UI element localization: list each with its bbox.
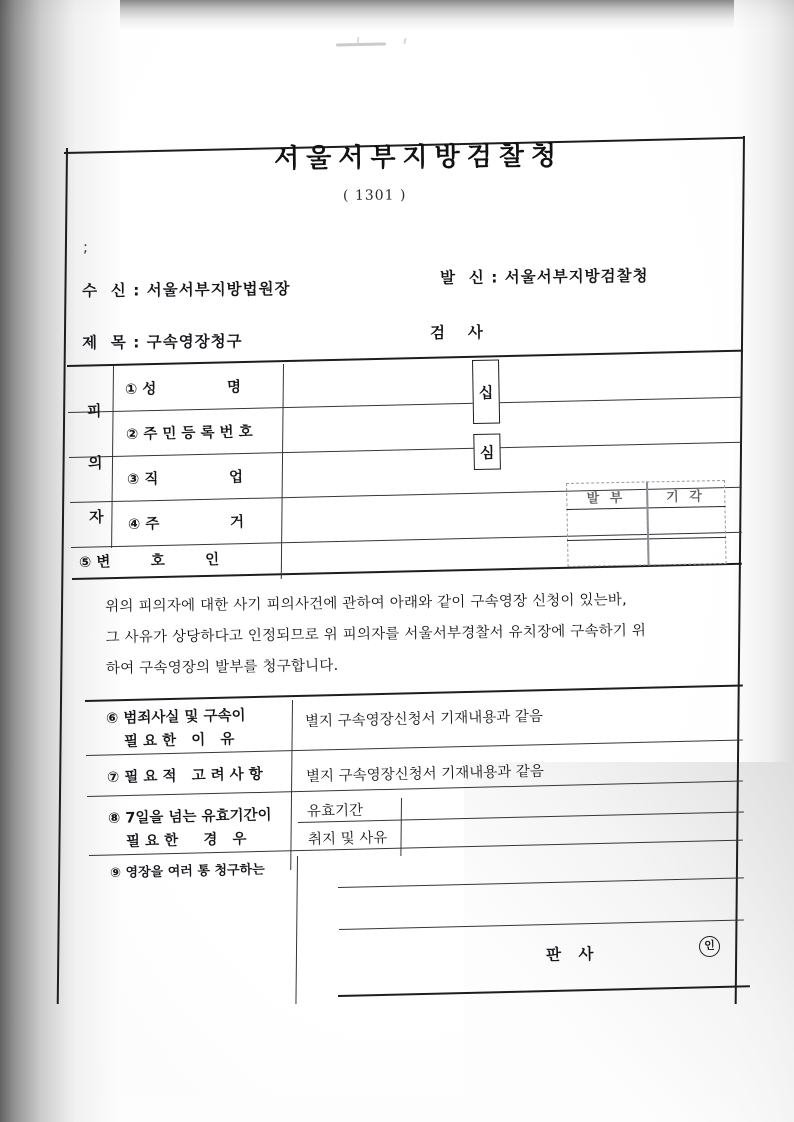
row-label-text-1: 성 명 [142, 379, 242, 398]
row-number-1: ① [124, 381, 138, 398]
page-title: 서울서부지방검찰청 [273, 141, 564, 174]
suspect-row-rule-1 [68, 397, 742, 413]
body-paragraph [105, 584, 726, 685]
body-line-1: 위의 피의자에 대한 사기 피의사건에 관하여 아래와 같이 구속영장 신청이 있는바, [105, 592, 627, 615]
sender-label: 발 신 : [439, 268, 499, 287]
subject-value: 구속영장청구 [146, 332, 243, 352]
counsel-row-label [79, 548, 220, 572]
signature-rule-2 [339, 919, 744, 930]
row-label-text-5: 변 호 인 [96, 551, 220, 571]
judge-label: 판 사 [545, 945, 600, 964]
body-line-3: 하여 구속영장의 발부를 청구합니다. [105, 657, 339, 677]
suspect-row-label-2 [126, 420, 253, 444]
row-label-text-3: 직 업 [144, 469, 244, 488]
decision-stamp-header-dismiss: 기 각 [666, 488, 706, 505]
suspect-vertical-label-0: 피 [86, 401, 102, 421]
frame-border-left [57, 148, 68, 1004]
sender-line [440, 264, 649, 288]
suspect-table-top-rule [67, 350, 743, 367]
subject-line [82, 329, 243, 353]
reason-row-label-8-line1 [108, 803, 272, 828]
row-label-text-4: 주 거 [145, 514, 245, 533]
row-label-text-2: 주 민 등 록 번 호 [143, 424, 253, 443]
suspect-vertical-label-2: 자 [88, 507, 104, 527]
signature-rule-1 [338, 877, 744, 888]
side-stamp-mark-0: 십 [472, 360, 500, 424]
row-number-3: ③ [126, 471, 140, 488]
reason-row-value-6[interactable]: 별지 구속영장신청서 기재내용과 같음 [304, 708, 544, 730]
row-number-5: ⑤ [78, 554, 92, 571]
body-line-2: 그 사유가 상당하다고 인정되므로 위 피의자를 서울서부경찰서 유치장에 구속하기 위 [105, 622, 647, 646]
stray-ink-mark: ; [82, 237, 89, 256]
reason-row-label-7 [107, 762, 263, 787]
recipient-label: 수 신 : [81, 281, 141, 300]
reason-row-label-text-6a: 범죄사실 및 구속이 [123, 707, 246, 727]
reason-row-label-6-line2: 필 요 한 이 유 [123, 731, 235, 750]
suspect-row-label-4 [128, 510, 244, 534]
sender-value: 서울서부지방검찰청 [504, 266, 649, 287]
reason-row-number-7: ⑦ [106, 769, 120, 786]
reason-row-label-8-line2: 필 요 한 경 우 [125, 831, 247, 850]
reason-table-top-rule [85, 684, 743, 701]
reason-row-label-6-line1 [106, 704, 246, 728]
reason-row-label-text-8a: 7일을 넘는 유효기간이 [125, 807, 272, 827]
decision-stamp-header-grant: 발 부 [586, 490, 626, 507]
reason-row-8-sub-label-0: 유효기간 [306, 802, 364, 820]
suspect-row-rule-2 [69, 442, 742, 458]
prosecutor-label: 검 사 [429, 323, 487, 342]
frame-border-right [735, 136, 745, 1004]
reason-row-8-sub-rule [298, 811, 744, 823]
frame-border-bottom [338, 986, 750, 997]
subject-label: 제 목 : [81, 333, 141, 352]
reason-row-label-text-7: 필 요 적 고 려 사 항 [124, 766, 263, 786]
reason-row-label-text-9: 영장을 여러 통 청구하는 [125, 862, 265, 881]
judge-seal-icon: 인 [699, 936, 720, 957]
reason-row-value-7[interactable]: 별지 구속영장신청서 기재내용과 같음 [305, 763, 545, 785]
suspect-row-label-3 [127, 465, 243, 489]
side-stamp-mark-1: 심 [473, 434, 501, 470]
suspect-vertical-label-1: 의 [87, 453, 103, 473]
reason-row-label-9 [110, 858, 265, 881]
recipient-value: 서울서부지방법원장 [146, 279, 291, 300]
reason-row-number-9: ⑨ [109, 865, 122, 881]
row-number-4: ④ [127, 516, 141, 533]
suspect-row-label-1 [125, 375, 241, 399]
decision-stamp-box[interactable] [566, 480, 727, 567]
side-stamp-strip [472, 360, 499, 480]
reason-row-number-6: ⑥ [105, 710, 119, 727]
reason-row-8-sub-label-1: 취지 및 사유 [307, 830, 388, 848]
document-number: ( 1301 ) [342, 187, 407, 204]
decision-stamp-headers [566, 482, 725, 509]
row-number-2: ② [125, 426, 139, 443]
reason-label-value-divider [290, 700, 293, 870]
reason-row-9-divider [295, 856, 298, 1004]
suspect-label-value-divider [281, 364, 284, 579]
reason-row-number-8: ⑧ [107, 810, 121, 827]
recipient-line [82, 277, 291, 301]
